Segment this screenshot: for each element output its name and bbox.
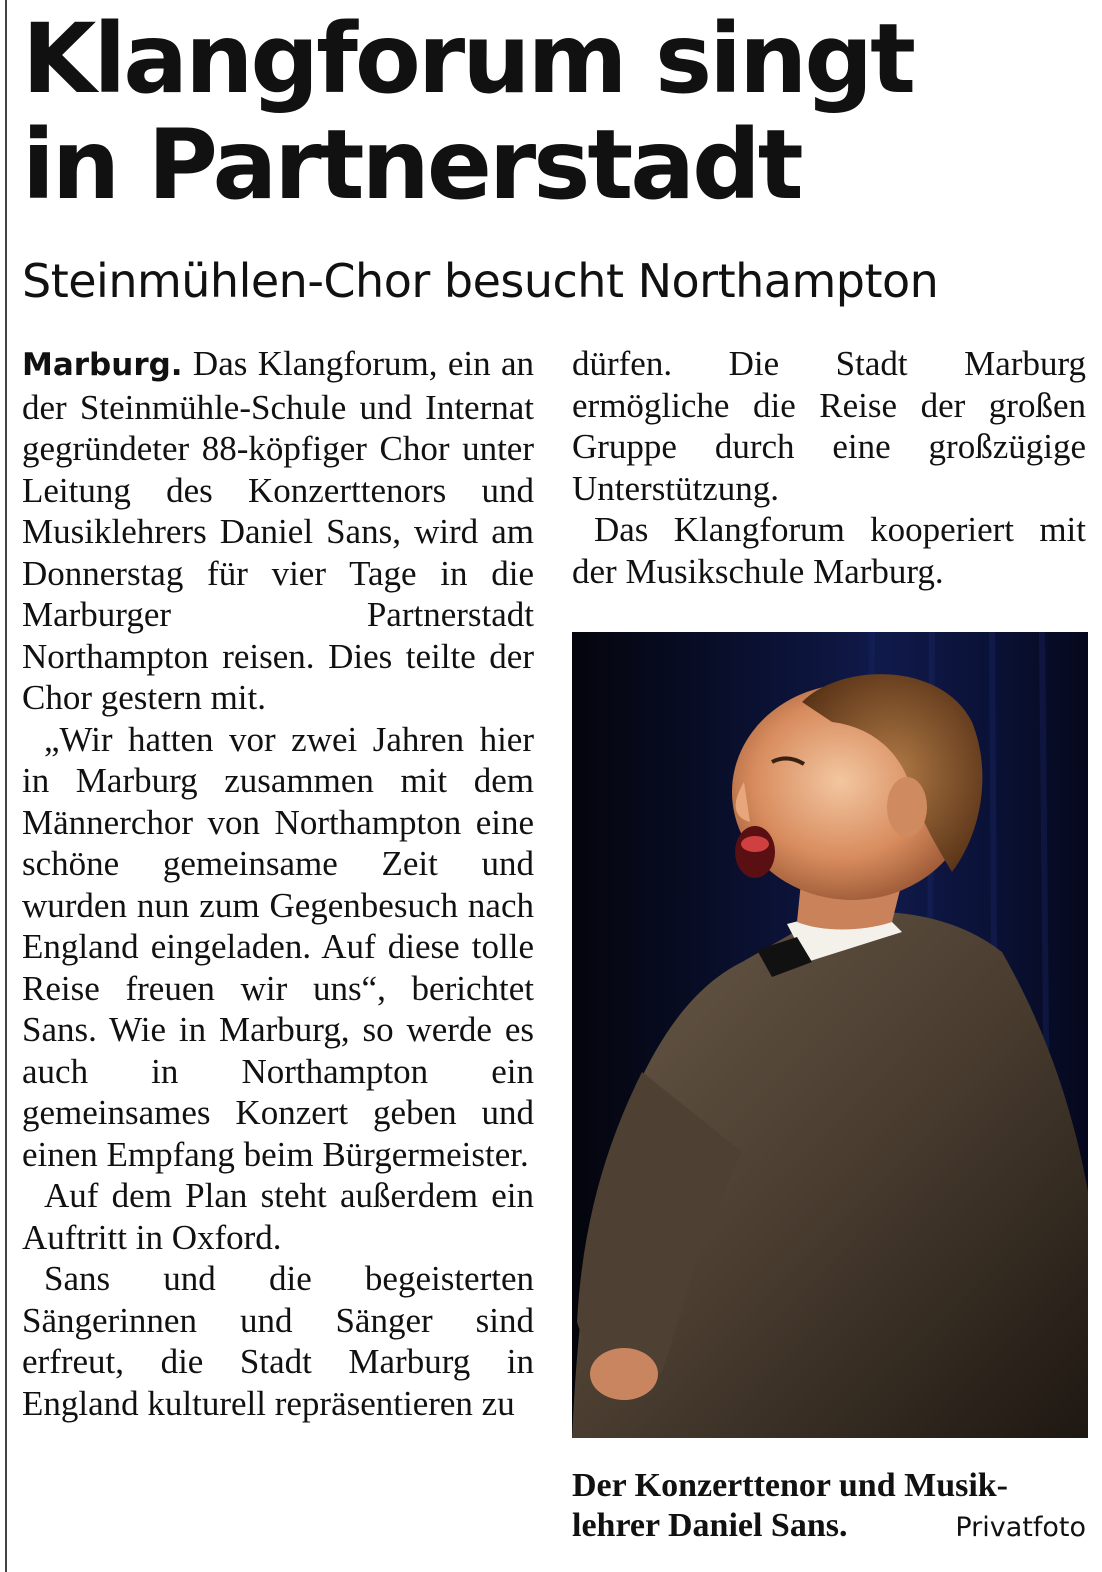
subhead: Steinmühlen-Chor besucht Northampton [22, 254, 939, 308]
paragraph-1 [22, 343, 534, 719]
paragraph-3: Auf dem Plan steht außerdem ein Auftritt in Oxford. [22, 1176, 534, 1257]
article-column-right [572, 343, 1086, 592]
dateline: Marburg. [22, 347, 183, 383]
caption-line-1: Der Konzerttenor und Musik- [572, 1467, 1009, 1504]
headline-line-2: in Partnerstadt [22, 109, 801, 221]
photo-singer [572, 632, 1088, 1438]
photo-illustration [572, 632, 1088, 1438]
paragraph-2: „Wir hatten vor zwei Jahren hier in Marburg zusammen mit dem Männerchor von Northampton eine schöne gemeinsame Zeit und wurden nun zum Gegenbesuch nach England eingeladen. Auf diese tolle Reise freuen wir uns“, berichtet Sans. Wie in Marburg, so werde es auch in Northampton ein gemeinsames Konzert geben und einen Empfang beim Bürgermeister. [22, 719, 534, 1174]
caption-line-2: lehrer Daniel Sans. [572, 1507, 848, 1544]
photo-caption [572, 1466, 1086, 1548]
paragraph-1-text: Das Klangforum, ein an der Steinmühle-Schule und Internat gegründeter 88-köpfiger Chor unter Leitung des Konzerttenors und Musiklehrers Daniel Sans, wird am Donnerstag für vier Tage in die Marburger Partnerstadt Northampton reisen. Dies teilte der Chor gestern mit. [22, 344, 534, 717]
headline [22, 3, 913, 221]
page-border [5, 0, 7, 1572]
paragraph-5: dürfen. Die Stadt Marburg ermögliche die Reise der großen Gruppe durch eine großzügige Unterstützung. [572, 344, 1086, 508]
paragraph-6: Das Klangforum kooperiert mit der Musikschule Marburg. [572, 510, 1086, 591]
headline-line-1: Klangforum singt [22, 3, 913, 115]
photo-credit: Privatfoto [955, 1512, 1086, 1543]
paragraph-4: Sans und die begeisterten Sängerinnen und Sänger sind erfreut, die Stadt Marburg in England kulturell repräsentieren zu [22, 1259, 534, 1423]
article-column-left [22, 343, 534, 1424]
